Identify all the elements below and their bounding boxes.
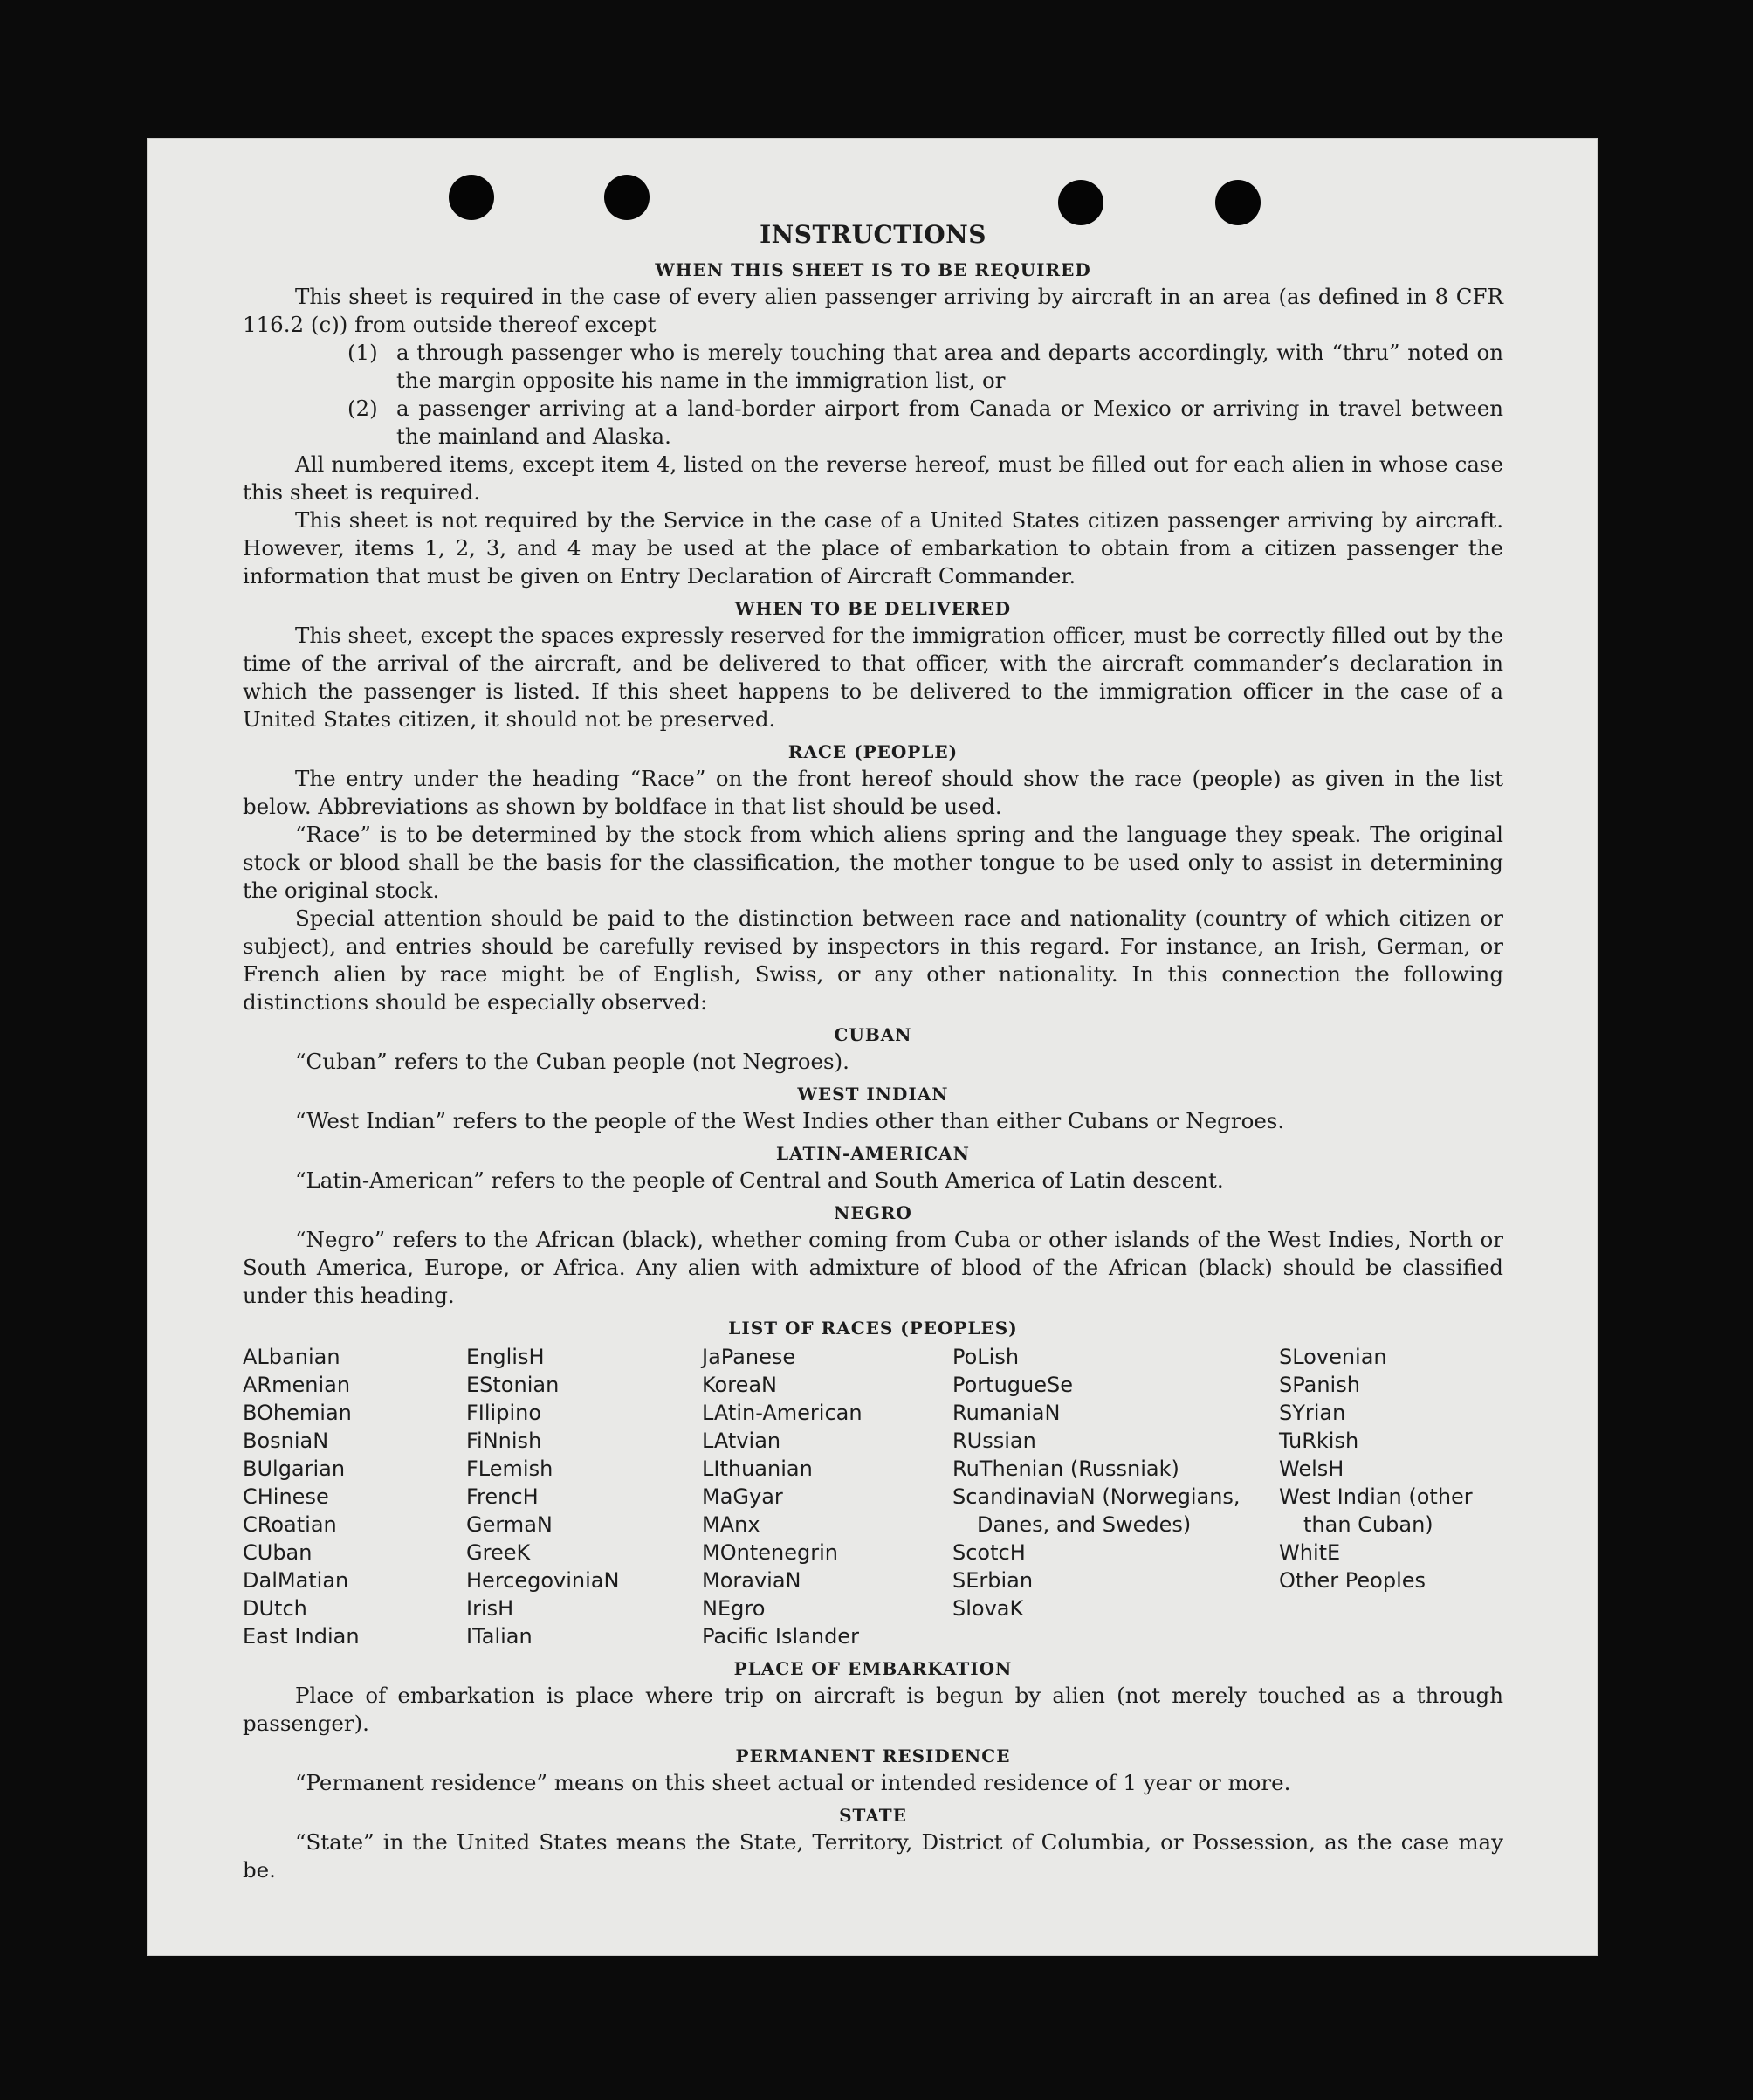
- race-entry: PortugueSe: [952, 1373, 1073, 1397]
- race-entry: West Indian (other than Cuban): [1279, 1484, 1473, 1537]
- item-text: a through passenger who is merely touching that area and departs accordingly, with “thru” noted on the margin opposite his name in the immigration list, or: [396, 340, 1503, 393]
- race-entry: TuRkish: [1279, 1429, 1359, 1453]
- race-entry: SPanish: [1279, 1373, 1360, 1397]
- paragraph: “Negro” refers to the African (black), whether coming from Cuba or other islands of the West Indies, North or South America, Europe, or Africa. Any alien with admixture of blood of the African (black) should be classified under this heading.: [243, 1227, 1503, 1308]
- races-list: [243, 1343, 1503, 1650]
- paragraph: This sheet is required in the case of every alien passenger arriving by aircraft in an area (as defined in 8 CFR 116.2 (c)) from outside thereof except: [243, 284, 1503, 337]
- races-column: [952, 1343, 1279, 1650]
- race-entry: NEgro: [702, 1596, 766, 1621]
- heading-negro: NEGRO: [834, 1202, 912, 1223]
- heading-race: RACE (PEOPLE): [787, 741, 959, 762]
- race-entry: FLemish: [466, 1456, 553, 1481]
- item-text: a passenger arriving at a land-border airport from Canada or Mexico or arriving in travel between the mainland and Alaska.: [396, 396, 1503, 449]
- race-entry: EStonian: [466, 1373, 560, 1397]
- race-entry: DUtch: [243, 1596, 307, 1621]
- race-entry: CRoatian: [243, 1512, 337, 1537]
- race-entry: MoraviaN: [702, 1568, 801, 1593]
- punch-hole: [604, 175, 650, 220]
- heading-permanent-residence: PERMANENT RESIDENCE: [735, 1745, 1011, 1766]
- race-entry: CUban: [243, 1540, 313, 1565]
- race-entry: PoLish: [952, 1345, 1020, 1369]
- race-entry: GreeK: [466, 1540, 531, 1565]
- paragraph: This sheet, except the spaces expressly reserved for the immigration officer, must be correctly filled out by the time of the arrival of the aircraft, and be delivered to that officer, with the aircraft commander’s declaration in which the passenger is listed. If this sheet happens to be delivered to the immigration officer in the case of a United States citizen, it should not be preserved.: [243, 623, 1503, 732]
- list-item: [243, 395, 1503, 451]
- heading-when-required: WHEN THIS SHEET IS TO BE REQUIRED: [655, 259, 1091, 280]
- race-entry: KoreaN: [702, 1373, 777, 1397]
- race-entry: Other Peoples: [1279, 1568, 1426, 1593]
- races-column: [243, 1343, 466, 1650]
- race-entry: ScotcH: [952, 1540, 1026, 1565]
- race-entry: HercegoviniaN: [466, 1568, 620, 1593]
- heading-cuban: CUBAN: [834, 1024, 912, 1045]
- race-entry: RumaniaN: [952, 1401, 1061, 1425]
- race-entry: MAnx: [702, 1512, 760, 1537]
- race-entry: MaGyar: [702, 1484, 783, 1509]
- race-entry: SLovenian: [1279, 1345, 1387, 1369]
- paragraph: Special attention should be paid to the distinction between race and nationality (country of which citizen or subject), and entries should be carefully revised by inspectors in this regard. For instance, an Irish, German, or French alien by race might be of English, Swiss, or any other nationality. In this connection the following distinctions should be especially observed:: [243, 905, 1503, 1015]
- item-number: (1): [347, 340, 378, 365]
- race-entry: ScandinaviaN (Norwegians, Danes, and Swedes): [952, 1484, 1241, 1537]
- races-column: [1279, 1343, 1503, 1650]
- race-entry: JaPanese: [702, 1345, 796, 1369]
- race-entry: LAtin-American: [702, 1401, 863, 1425]
- document-page: [147, 138, 1598, 1956]
- race-entry: IrisH: [466, 1596, 514, 1621]
- race-entry: East Indian: [243, 1624, 360, 1649]
- race-entry: BosniaN: [243, 1429, 329, 1453]
- race-entry: ARmenian: [243, 1373, 351, 1397]
- race-entry: DalMatian: [243, 1568, 349, 1593]
- race-entry: WelsH: [1279, 1456, 1344, 1481]
- race-entry: ALbanian: [243, 1345, 340, 1369]
- instructions-body: [243, 218, 1503, 1884]
- heading-west-indian: WEST INDIAN: [797, 1084, 949, 1105]
- paragraph: The entry under the heading “Race” on the front hereof should show the race (people) as given in the list below. Abbreviations as shown by boldface in that list should be used.: [243, 766, 1503, 819]
- race-entry: LAtvian: [702, 1429, 781, 1453]
- paragraph: “West Indian” refers to the people of the West Indies other than either Cubans or Negroes.: [295, 1108, 1285, 1133]
- race-entry: RUssian: [952, 1429, 1036, 1453]
- heading-state: STATE: [839, 1805, 907, 1826]
- race-entry: RuThenian (Russniak): [952, 1456, 1179, 1481]
- race-entry: Pacific Islander: [702, 1624, 859, 1649]
- race-entry: WhitE: [1279, 1540, 1341, 1565]
- paragraph: Place of embarkation is place where trip on aircraft is begun by alien (not merely touched as a through passenger).: [243, 1683, 1503, 1736]
- item-number: (2): [347, 396, 378, 421]
- punch-hole: [449, 175, 494, 220]
- paragraph: “Latin-American” refers to the people of Central and South America of Latin descent.: [295, 1167, 1224, 1193]
- heading-place-of-embarkation: PLACE OF EMBARKATION: [733, 1658, 1013, 1679]
- race-entry: ITalian: [466, 1624, 533, 1649]
- paragraph: This sheet is not required by the Service in the case of a United States citizen passenger arriving by aircraft. However, items 1, 2, 3, and 4 may be used at the place of embarkation to obtain from a citizen passenger the information that must be given on Entry Declaration of Aircraft Commander.: [243, 507, 1503, 589]
- list-item: [243, 339, 1503, 395]
- heading-when-delivered: WHEN TO BE DELIVERED: [734, 598, 1012, 619]
- heading-latin-american: LATIN-AMERICAN: [776, 1143, 970, 1164]
- paragraph: “State” in the United States means the State, Territory, District of Columbia, or Possession, as the case may be.: [243, 1829, 1503, 1883]
- paragraph: “Race” is to be determined by the stock from which aliens spring and the language they speak. The original stock or blood shall be the basis for the classification, the mother tongue to be used only to assist in determining the original stock.: [243, 822, 1503, 903]
- race-entry: SlovaK: [952, 1596, 1024, 1621]
- paragraph: “Permanent residence” means on this sheet actual or intended residence of 1 year or more.: [295, 1770, 1291, 1795]
- race-entry: BOhemian: [243, 1401, 352, 1425]
- heading-list-of-races: LIST OF RACES (PEOPLES): [728, 1318, 1018, 1339]
- paragraph: “Cuban” refers to the Cuban people (not Negroes).: [295, 1049, 849, 1074]
- race-entry: BUlgarian: [243, 1456, 346, 1481]
- paragraph: All numbered items, except item 4, listed on the reverse hereof, must be filled out for each alien in whose case this sheet is required.: [243, 451, 1503, 505]
- race-entry: LIthuanian: [702, 1456, 813, 1481]
- race-entry: GermaN: [466, 1512, 553, 1537]
- race-entry: FIlipino: [466, 1401, 542, 1425]
- races-column: [702, 1343, 952, 1650]
- races-column: [466, 1343, 702, 1650]
- page-title: INSTRUCTIONS: [760, 220, 986, 249]
- race-entry: FrencH: [466, 1484, 539, 1509]
- race-entry: FiNnish: [466, 1429, 542, 1453]
- race-entry: SYrian: [1279, 1401, 1346, 1425]
- race-entry: MOntenegrin: [702, 1540, 838, 1565]
- race-entry: SErbian: [952, 1568, 1034, 1593]
- race-entry: EnglisH: [466, 1345, 545, 1369]
- race-entry: CHinese: [243, 1484, 329, 1509]
